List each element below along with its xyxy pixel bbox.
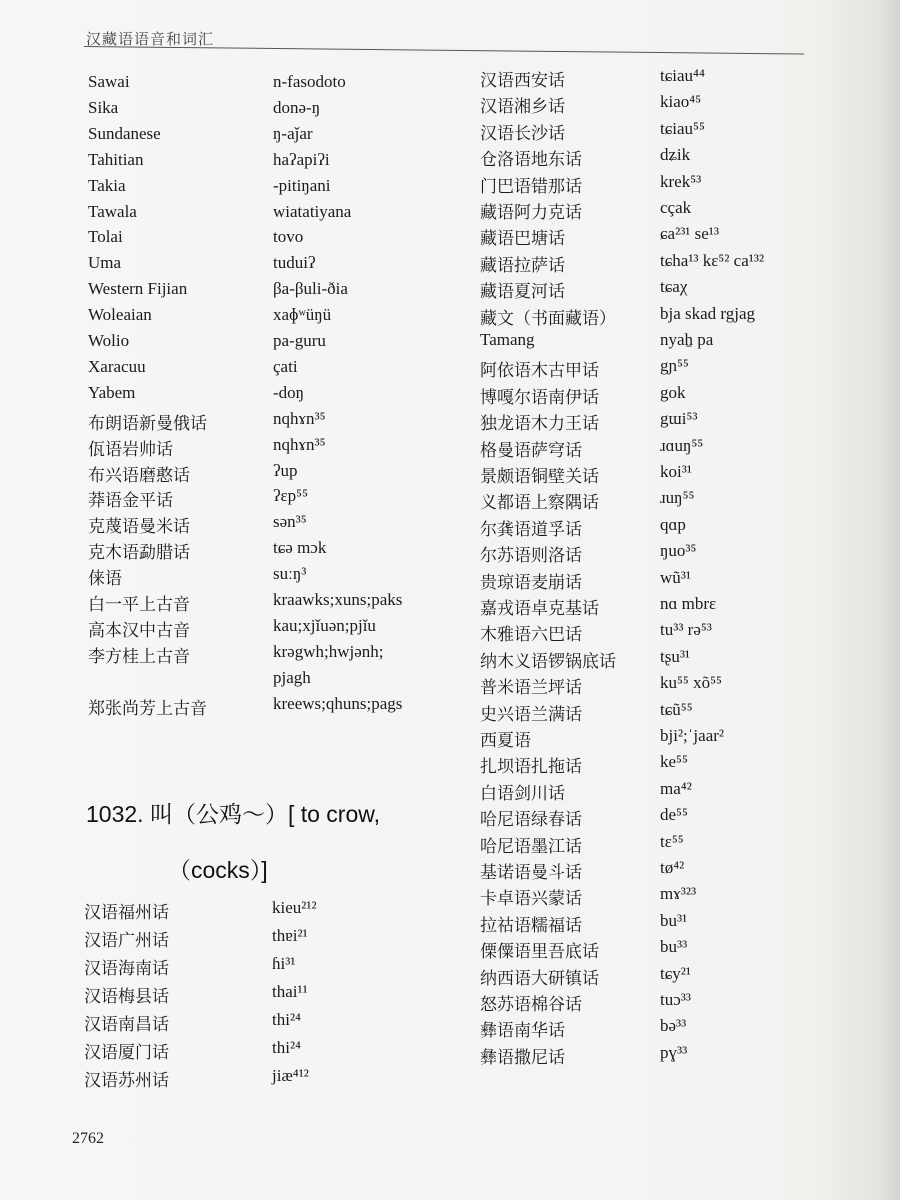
language-name: 景颇语铜壁关话 (480, 467, 599, 486)
word-form: ŋ-aǰar (273, 123, 313, 143)
lexicon-entry (480, 832, 880, 858)
language-name: Sawai (88, 72, 130, 91)
word-form: krəgwh;hwjənh; (273, 641, 384, 661)
language-name: Sundanese (88, 123, 161, 143)
lexicon-entry (88, 538, 488, 564)
language-name: 汉语福州话 (84, 903, 169, 922)
language-name: 佤语岩帅话 (88, 439, 173, 459)
word-form: nqhɤn³⁵ (273, 408, 326, 428)
language-name: 尔龚语道孚话 (480, 519, 582, 539)
language-name: 藏语巴塘话 (480, 229, 565, 249)
language-name: Tawala (88, 201, 137, 221)
lexicon-entry (88, 357, 488, 383)
word-form: bja skad rgjag (660, 303, 756, 323)
word-form: -pitiŋani (273, 175, 331, 195)
lexicon-entry (480, 198, 880, 224)
language-name: Tolai (88, 227, 123, 247)
language-name: Tamang (480, 330, 535, 349)
word-form: cçak (660, 198, 692, 217)
language-name: 藏语阿力克话 (480, 203, 582, 222)
lexicon-entry (88, 512, 488, 538)
word-form: thi²⁴ (272, 1038, 301, 1057)
lexicon-entry (480, 145, 880, 171)
lexicon-entry (480, 1043, 880, 1069)
language-name: 汉语湘乡话 (480, 97, 565, 117)
language-name: Wolio (88, 331, 130, 350)
lexicon-entry (480, 884, 880, 910)
lexicon-entry (480, 541, 880, 567)
word-form: nqhɤn³⁵ (273, 434, 326, 454)
lexicon-entry (480, 568, 880, 594)
lexicon-entry (480, 224, 880, 250)
word-form: kau;xjǐuən;pjǐu (273, 615, 376, 635)
lexicon-entry (84, 1038, 484, 1064)
language-name: 阿依语木古甲话 (480, 361, 599, 381)
lexicon-entry (480, 911, 880, 937)
lexicon-entry (480, 462, 880, 488)
language-name: Tahitian (88, 149, 144, 169)
language-name: 嘉戎语卓克基话 (480, 599, 599, 618)
lexicon-entry (84, 1010, 484, 1036)
language-name: 汉语南昌话 (84, 1015, 169, 1034)
language-name: 哈尼语绿春话 (480, 810, 582, 830)
language-name: 莽语金平话 (88, 491, 173, 511)
word-form: tɛ⁵⁵ (660, 831, 684, 851)
lexicon-entry (480, 726, 880, 752)
lexicon-entry (480, 990, 880, 1016)
word-form: gɯi⁵³ (660, 409, 698, 429)
language-name: 普米语兰坪话 (480, 678, 582, 698)
word-form: koi³¹ (660, 462, 692, 481)
word-form: βa-βuli-ðia (273, 279, 348, 299)
lexicon-entry (480, 383, 880, 409)
language-name: 尔苏语则洛话 (480, 546, 582, 566)
lexicon-entry (480, 92, 880, 118)
language-name: 怒苏语棉谷话 (480, 995, 582, 1014)
lexicon-entry (84, 954, 484, 980)
word-form: mɤ³²³ (660, 884, 697, 904)
word-form: krek⁵³ (660, 171, 702, 191)
lexicon-entry (480, 66, 880, 92)
running-title: 汉藏语语音和词汇 (86, 32, 215, 48)
word-form: tuduiʔ (273, 253, 316, 273)
word-form: kraawks;xuns;paks (273, 590, 403, 609)
word-form: kreews;qhuns;pags (273, 693, 403, 713)
language-name: 义都语上察隅话 (480, 493, 599, 513)
word-form: xaɸʷüŋü (273, 305, 332, 325)
language-name: 扎坝语扎拖话 (480, 757, 582, 777)
language-name: 白语剑川话 (480, 783, 565, 803)
word-form: qɑp (660, 514, 686, 534)
word-form: donə-ŋ (273, 97, 321, 117)
word-form: ku⁵⁵ xõ⁵⁵ (660, 673, 722, 693)
word-form: jiæ⁴¹² (272, 1066, 309, 1085)
word-form: pa-guru (273, 331, 326, 350)
word-form: tɕaχ (660, 277, 688, 297)
word-form: çati (273, 356, 298, 376)
language-name: 高本汉中古音 (88, 620, 190, 640)
word-form: tɕiau⁵⁵ (660, 118, 705, 138)
language-name: 纳西语大研镇话 (480, 968, 599, 988)
word-form: ɦi³¹ (272, 954, 296, 973)
language-name: Uma (88, 253, 122, 273)
lexicon-entry (480, 779, 880, 805)
page-number: 2762 (72, 1130, 104, 1147)
word-form: bu³¹ (660, 910, 688, 930)
language-name: Takia (88, 175, 126, 195)
word-form: tɕiau⁴⁴ (660, 66, 705, 85)
lexicon-entry (88, 564, 488, 590)
word-form: ʔup (273, 460, 298, 480)
lexicon-entry (480, 436, 880, 462)
lexicon-entry (480, 805, 880, 831)
lexicon-entry (480, 1016, 880, 1042)
language-name: 独龙语木力王话 (480, 414, 599, 434)
lexicon-entry (88, 98, 488, 124)
language-name: 哈尼语墨江话 (480, 836, 582, 856)
lexicon-entry (480, 673, 880, 699)
lexicon-entry (88, 279, 488, 305)
language-name: 汉语厦门话 (84, 1043, 169, 1062)
lexicon-entry (84, 898, 484, 924)
language-name: 汉语梅县话 (84, 987, 169, 1006)
word-form: ke⁵⁵ (660, 752, 688, 772)
language-name: 汉语西安话 (480, 71, 565, 90)
word-form: -doŋ (273, 382, 305, 402)
word-form: pɣ³³ (660, 1042, 688, 1062)
lexicon-entry (88, 176, 488, 202)
word-form: pjagh (273, 667, 311, 687)
word-form: bji²;ˈjaar² (660, 726, 724, 745)
word-form: tʂu³¹ (660, 646, 691, 666)
lexicon-entry (480, 937, 880, 963)
language-name: 史兴语兰满话 (480, 704, 582, 724)
language-name: 汉语广州话 (84, 931, 169, 950)
lexicon-entry (88, 409, 488, 435)
language-name: 西夏语 (480, 731, 531, 750)
lexicon-entry (88, 227, 488, 253)
word-form: gok (660, 382, 686, 402)
language-name: 藏语夏河话 (480, 282, 565, 302)
language-name: 彝语南华话 (480, 1021, 565, 1041)
language-name: Sika (88, 97, 119, 117)
language-name: 贵琼语麦崩话 (480, 572, 582, 592)
language-name: 彝语撒尼话 (480, 1047, 565, 1067)
word-form: tɕy²¹ (660, 963, 691, 983)
language-name: Xaracuu (88, 356, 146, 376)
word-form: thi²⁴ (272, 1010, 301, 1029)
lexicon-entry (480, 356, 880, 382)
language-name: 郑张尚芳上古音 (88, 698, 207, 718)
lexicon-entry (480, 647, 880, 673)
language-name: 藏语拉萨话 (480, 255, 565, 275)
word-form: haʔapiʔi (273, 149, 330, 169)
word-form: gɲ⁵⁵ (660, 356, 689, 376)
word-form: tu³³ rə⁵³ (660, 620, 712, 640)
language-name: 格曼语萨穹话 (480, 440, 582, 460)
language-name: 藏文（书面藏语） (480, 308, 616, 328)
lexicon-entry (480, 172, 880, 198)
word-form: ʔɛp⁵⁵ (273, 486, 309, 506)
language-name: 克蔑语曼米话 (88, 517, 190, 537)
entry-heading-continued: （cocks）] (168, 857, 268, 883)
language-name: 汉语海南话 (84, 959, 169, 978)
lexicon-entry (480, 330, 880, 356)
word-form: kieu²¹² (272, 898, 317, 917)
header-rule (84, 46, 804, 55)
lexicon-entry (88, 253, 488, 279)
word-form: thɐi²¹ (272, 926, 308, 945)
lexicon-entry (88, 202, 488, 228)
word-form: sən³⁵ (273, 512, 307, 532)
word-form: suːŋ³ (273, 564, 307, 584)
word-form: tɕũ⁵⁵ (660, 699, 693, 719)
language-name: 傈僳语里吾底话 (480, 942, 599, 962)
language-name: 汉语苏州话 (84, 1071, 169, 1090)
word-form: ɹuŋ⁵⁵ (660, 488, 695, 508)
language-name: 俫语 (88, 569, 122, 589)
lexicon-entry (88, 668, 488, 694)
word-form: wũ³¹ (660, 567, 691, 587)
language-name: 克木语勐腊话 (88, 543, 190, 563)
language-name: Western Fijian (88, 279, 188, 299)
language-name: 卡卓语兴蒙话 (480, 889, 582, 909)
lexicon-entry (88, 305, 488, 331)
language-name: Woleaian (88, 305, 152, 325)
word-form: dʑik (660, 145, 691, 165)
language-name: 博嘎尔语南伊话 (480, 387, 599, 407)
language-name: Yabem (88, 382, 136, 402)
word-form: tɕha¹³ kɛ⁵² ca¹³² (660, 250, 765, 270)
lexicon-entry (84, 926, 484, 952)
lexicon-entry (88, 435, 488, 461)
language-name: 李方桂上古音 (88, 646, 190, 666)
language-name: 仓洛语地东话 (480, 150, 582, 170)
lexicon-entry (88, 124, 488, 150)
word-form: tovo (273, 227, 304, 247)
word-form: bə³³ (660, 1016, 687, 1036)
word-form: nyah̠ pa (660, 330, 714, 349)
lexicon-entry (88, 331, 488, 357)
lexicon-entry (480, 858, 880, 884)
word-form: tuɔ³³ (660, 990, 691, 1009)
lexicon-entry (88, 486, 488, 512)
lexicon-entry (480, 409, 880, 435)
word-form: ɕa²³¹ se¹³ (660, 224, 719, 244)
word-form: ma⁴² (660, 778, 692, 798)
language-name: 布朗语新曼俄话 (88, 413, 207, 433)
lexicon-entry (480, 620, 880, 646)
language-name: 门巴语错那话 (480, 176, 582, 196)
lexicon-entry (480, 251, 880, 277)
lexicon-entry (84, 1066, 484, 1092)
entry-heading: 1032. 叫（公鸡～）[ to crow, (86, 801, 380, 827)
lexicon-entry (88, 616, 488, 642)
lexicon-entry (480, 964, 880, 990)
language-name: 汉语长沙话 (480, 123, 565, 143)
lexicon-entry (480, 700, 880, 726)
language-name: 拉祜语糯福话 (480, 915, 582, 935)
lexicon-entry (88, 383, 488, 409)
lexicon-entry (88, 150, 488, 176)
lexicon-entry (88, 590, 488, 616)
language-name: 木雅语六巴话 (480, 625, 582, 645)
lexicon-entry (480, 304, 880, 330)
word-form: kiao⁴⁵ (660, 92, 702, 112)
lexicon-entry (88, 642, 488, 668)
lexicon-entry (88, 461, 488, 487)
word-form: n-fasodoto (273, 72, 346, 91)
lexicon-entry (84, 982, 484, 1008)
word-form: ɹɑuŋ⁵⁵ (660, 435, 704, 455)
word-form: de⁵⁵ (660, 805, 688, 825)
language-name: 布兴语磨憨话 (88, 465, 190, 485)
lexicon-entry (480, 277, 880, 303)
lexicon-entry (480, 752, 880, 778)
word-form: thai¹¹ (272, 982, 308, 1001)
language-name: 白一平上古音 (88, 595, 190, 614)
word-form: tɕə mɔk (273, 538, 327, 558)
lexicon-entry (480, 594, 880, 620)
word-form: ŋuo³⁵ (660, 541, 697, 561)
lexicon-entry (88, 72, 488, 98)
lexicon-entry (88, 694, 488, 720)
language-name: 纳木义语锣锅底话 (480, 651, 616, 671)
lexicon-entry (480, 119, 880, 145)
word-form: tø⁴² (660, 858, 685, 877)
language-name: 基诺语曼斗话 (480, 863, 582, 882)
word-form: wiatatiyana (273, 201, 352, 221)
lexicon-entry (480, 515, 880, 541)
word-form: nɑ mbrɛ (660, 594, 717, 613)
lexicon-entry (480, 488, 880, 514)
word-form: bu³³ (660, 937, 688, 957)
